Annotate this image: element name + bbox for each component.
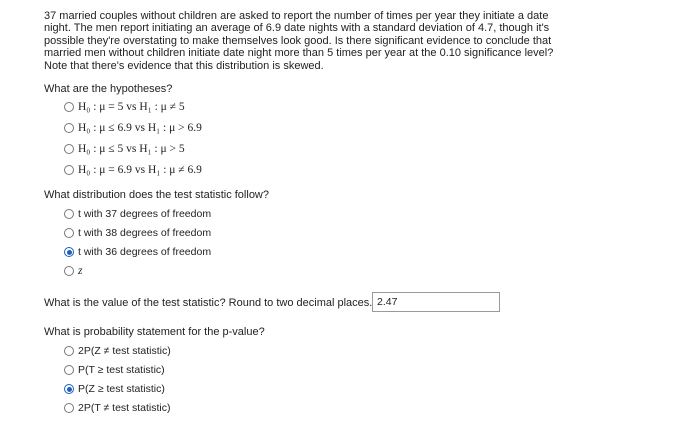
option-label: 2P(Z ≠ test statistic) (78, 345, 171, 357)
problem-line: Note that there's evidence that this distribution is skewed. (44, 59, 324, 72)
distribution-option-4[interactable] (64, 265, 82, 277)
problem-line: married men without children initiate date night more than 5 times per year at the 0.10 significance level? (44, 47, 554, 60)
option-label: t with 37 degrees of freedom (78, 208, 212, 220)
radio-button[interactable] (64, 365, 74, 375)
option-label: H₀ : μ ≤ 5 vs H₁ : μ > 5 (78, 143, 185, 155)
question-distribution: What distribution does the test statistic follow? (44, 189, 269, 201)
question-p-value: What is probability statement for the p-value? (44, 326, 265, 338)
radio-button[interactable] (64, 266, 74, 276)
option-label: 2P(T ≠ test statistic) (78, 402, 171, 414)
distribution-option-3[interactable] (64, 246, 211, 258)
pvalue-option-2[interactable] (64, 364, 165, 376)
problem-statement (44, 10, 604, 72)
problem-line: 37 married couples without children are asked to report the number of times per year they initiate a date (44, 10, 549, 22)
pvalue-option-1[interactable] (64, 345, 171, 357)
option-label: t with 36 degrees of freedom (78, 246, 212, 258)
radio-button-selected[interactable] (64, 247, 74, 257)
radio-button[interactable] (64, 123, 74, 133)
problem-line: night. The men report initiating an average of 6.9 date nights with a standard deviation of 4.7, though it's (44, 22, 550, 35)
radio-button[interactable] (64, 209, 74, 219)
option-label: P(Z ≥ test statistic) (78, 383, 165, 395)
option-label: P(T ≥ test statistic) (78, 364, 165, 376)
radio-button[interactable] (64, 228, 74, 238)
pvalue-option-3[interactable] (64, 383, 165, 395)
distribution-option-1[interactable] (64, 208, 211, 220)
radio-button[interactable] (64, 102, 74, 112)
option-label: H₀ : μ ≤ 6.9 vs H₁ : μ > 6.9 (78, 122, 202, 134)
option-label: H₀ : μ = 6.9 vs H₁ : μ ≠ 6.9 (78, 164, 202, 176)
hypothesis-option-3[interactable] (64, 143, 185, 155)
option-label: H₀ : μ = 5 vs H₁ : μ ≠ 5 (78, 101, 185, 113)
radio-button[interactable] (64, 346, 74, 356)
distribution-option-2[interactable] (64, 227, 211, 239)
hypothesis-option-1[interactable] (64, 101, 185, 113)
option-label: t with 38 degrees of freedom (78, 227, 212, 239)
pvalue-option-4[interactable] (64, 402, 171, 414)
question-hypotheses: What are the hypotheses? (44, 83, 173, 95)
question-test-statistic: What is the value of the test statistic? Round to two decimal places. (44, 297, 373, 309)
radio-button[interactable] (64, 165, 74, 175)
test-statistic-input[interactable]: 2.47 (372, 292, 500, 312)
radio-button[interactable] (64, 144, 74, 154)
hypothesis-option-4[interactable] (64, 164, 202, 176)
radio-button[interactable] (64, 403, 74, 413)
hypothesis-option-2[interactable] (64, 122, 202, 134)
problem-line: possible they're overstating to make themselves look good. Is there significant evidence to conclude that (44, 34, 552, 47)
radio-button-selected[interactable] (64, 384, 74, 394)
option-label: z (78, 265, 83, 277)
